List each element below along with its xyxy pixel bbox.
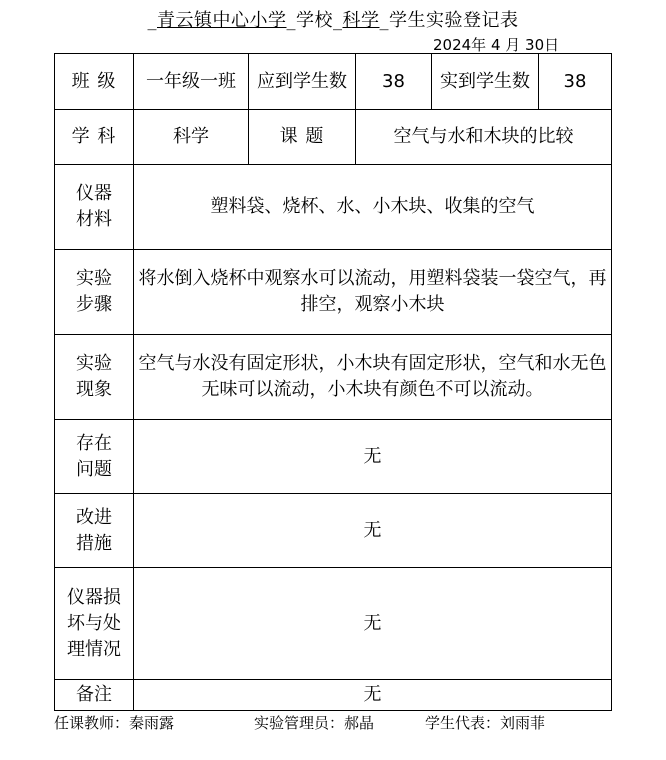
damage-label-line: 坏与处 (67, 612, 121, 634)
manager-signature: 实验管理员：郝晶 (254, 714, 375, 732)
expected-students-value: 38 (356, 54, 432, 110)
subject-value: 科学 (134, 110, 249, 165)
topic-label: 课 题 (249, 110, 356, 165)
materials-label (55, 165, 134, 250)
remarks-label: 备注 (55, 680, 134, 711)
damage-label-line: 理情况 (67, 638, 121, 660)
topic-value: 空气与水和木块的比较 (356, 110, 612, 165)
row-remarks (55, 680, 612, 711)
form-date: 2024年 4 月 30日 (433, 36, 560, 54)
damage-value: 无 (134, 568, 612, 680)
row-steps (55, 250, 612, 335)
phenomena-value: 空气与水没有固定形状，小木块有固定形状，空气和水无色无味可以流动，小木块有颜色不可以流动。 (134, 335, 612, 420)
improvements-label (55, 494, 134, 568)
steps-label-line: 步骤 (76, 294, 112, 315)
phenomena-label (55, 335, 134, 420)
row-problems (55, 420, 612, 494)
improvements-label-line: 改进 (76, 506, 112, 528)
improvements-value: 无 (134, 494, 612, 568)
materials-label-line: 仪器 (76, 183, 112, 204)
expected-students-label: 应到学生数 (249, 54, 356, 110)
school-name: 青云镇中心小学 (157, 10, 287, 31)
experiment-register-table (54, 53, 612, 711)
actual-students-value: 38 (539, 54, 612, 110)
materials-value: 塑料袋、烧杯、水、小木块、收集的空气 (134, 165, 612, 250)
improvements-label-line: 措施 (76, 532, 112, 554)
title-suffix: 学生实验登记表 (389, 10, 519, 31)
subject-label: 学 科 (55, 110, 134, 165)
row-subject-info (55, 110, 612, 165)
actual-students-label: 实到学生数 (432, 54, 539, 110)
steps-value: 将水倒入烧杯中观察水可以流动，用塑料袋装一袋空气，再排空，观察小木块 (134, 250, 612, 335)
problems-label-line: 存在 (76, 432, 112, 454)
damage-label (55, 568, 134, 680)
steps-label (55, 250, 134, 335)
row-damage (55, 568, 612, 680)
problems-label-line: 问题 (76, 458, 112, 480)
row-materials (55, 165, 612, 250)
materials-label-line: 材料 (76, 209, 112, 230)
row-phenomena (55, 335, 612, 420)
phenomena-label-line: 现象 (76, 379, 112, 400)
steps-label-line: 实验 (76, 268, 112, 289)
remarks-value: 无 (134, 680, 612, 711)
damage-label-line: 仪器损 (67, 586, 121, 608)
class-label: 班 级 (55, 54, 134, 110)
school-suffix: 学校 (296, 10, 333, 31)
class-value: 一年级一班 (134, 54, 249, 110)
problems-label (55, 420, 134, 494)
teacher-signature: 任课教师：秦雨露 (54, 714, 175, 732)
form-title: _青云镇中心小学_学校_科学_学生实验登记表 (147, 10, 519, 31)
subject-name: 科学 (342, 10, 380, 31)
student-rep-signature: 学生代表：刘雨菲 (425, 714, 546, 732)
phenomena-label-line: 实验 (76, 353, 112, 374)
row-class-info (55, 54, 612, 110)
problems-value: 无 (134, 420, 612, 494)
row-improvements (55, 494, 612, 568)
